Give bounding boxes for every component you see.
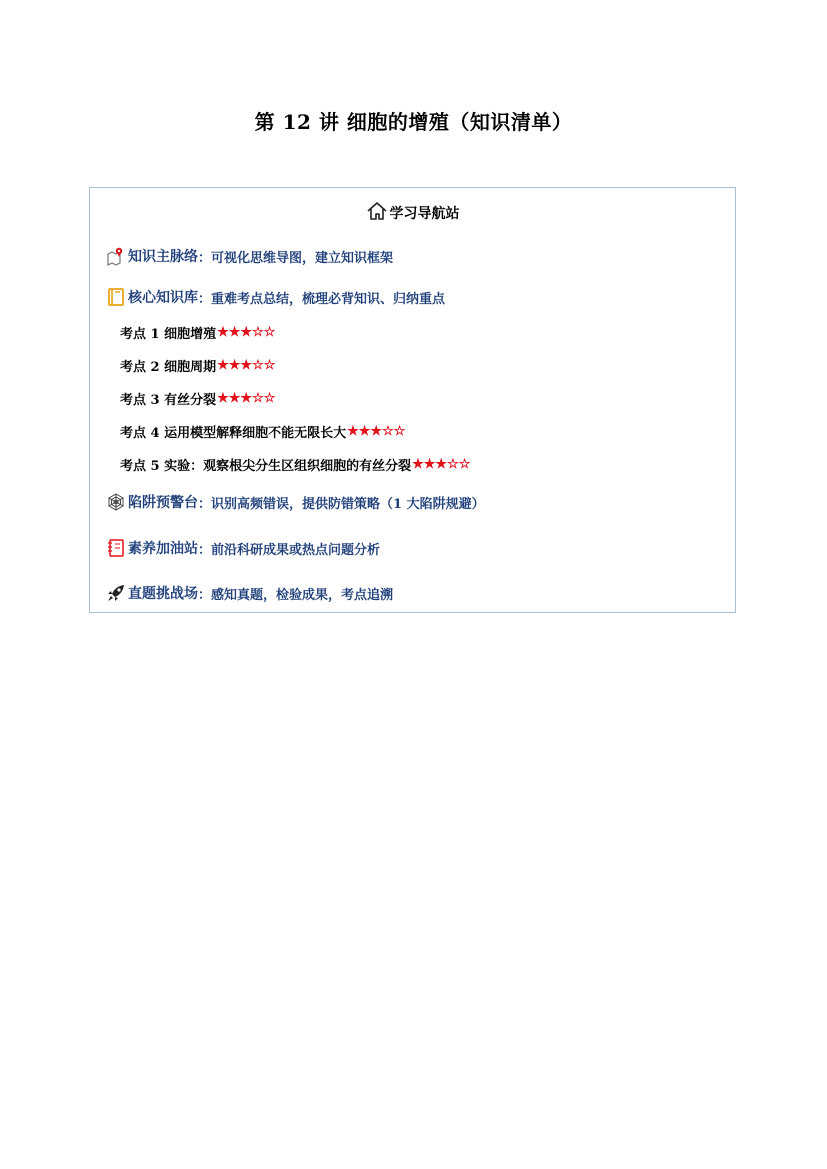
book-icon [106, 287, 126, 307]
star-rating: ★★★☆☆ [217, 358, 276, 373]
nav-item-desc: ：前沿科研成果或热点问题分析 [198, 542, 381, 558]
nav-item-desc: ：感知真题，检验成果，考点追溯 [198, 587, 394, 603]
star-rating: ★★★☆☆ [217, 391, 276, 406]
nav-item-label: 陷阱预警台 [128, 495, 198, 511]
nav-item-core-knowledge [106, 287, 445, 307]
nav-item-label: 直题挑战场 [128, 586, 198, 602]
nav-item-desc: ：识别高频错误，提供防错策略（1 大陷阱规避） [198, 496, 485, 512]
nav-item-exam-challenge [106, 583, 393, 603]
nav-item-literacy [106, 538, 380, 558]
knowledge-point [120, 356, 275, 375]
knowledge-point [120, 455, 470, 474]
knowledge-point-text: 考点 4 运用模型解释细胞不能无限长大 [120, 426, 347, 441]
nav-item-label: 素养加油站 [128, 541, 198, 557]
knowledge-point-text: 考点 1 细胞增殖 [120, 327, 217, 342]
star-rating: ★★★☆☆ [412, 457, 471, 472]
knowledge-point [120, 323, 275, 342]
star-rating: ★★★☆☆ [217, 325, 276, 340]
nav-item-label: 知识主脉络 [128, 249, 198, 265]
nav-item-trap-warning [106, 492, 485, 512]
knowledge-point [120, 422, 405, 441]
home-icon [366, 200, 388, 226]
page-title: 第 12 讲 细胞的增殖（知识清单） [254, 110, 573, 134]
notebook-icon [106, 538, 126, 558]
nav-item-desc: ：重难考点总结，梳理必背知识、归纳重点 [198, 291, 446, 307]
rocket-icon [106, 583, 126, 603]
nav-item-desc: ：可视化思维导图，建立知识框架 [198, 250, 394, 266]
map-pin-icon [106, 246, 126, 266]
knowledge-point-text: 考点 2 细胞周期 [120, 360, 217, 375]
knowledge-point [120, 389, 275, 408]
nav-item-mind-map [106, 246, 393, 266]
nav-header [90, 200, 735, 226]
knowledge-point-text: 考点 5 实验：观察根尖分生区组织细胞的有丝分裂 [120, 459, 412, 474]
spider-web-icon [106, 492, 126, 512]
nav-item-label: 核心知识库 [128, 290, 198, 306]
nav-header-text: 学习导航站 [389, 206, 460, 222]
star-rating: ★★★☆☆ [347, 424, 406, 439]
knowledge-point-text: 考点 3 有丝分裂 [120, 393, 217, 408]
learning-nav-box [89, 187, 736, 613]
